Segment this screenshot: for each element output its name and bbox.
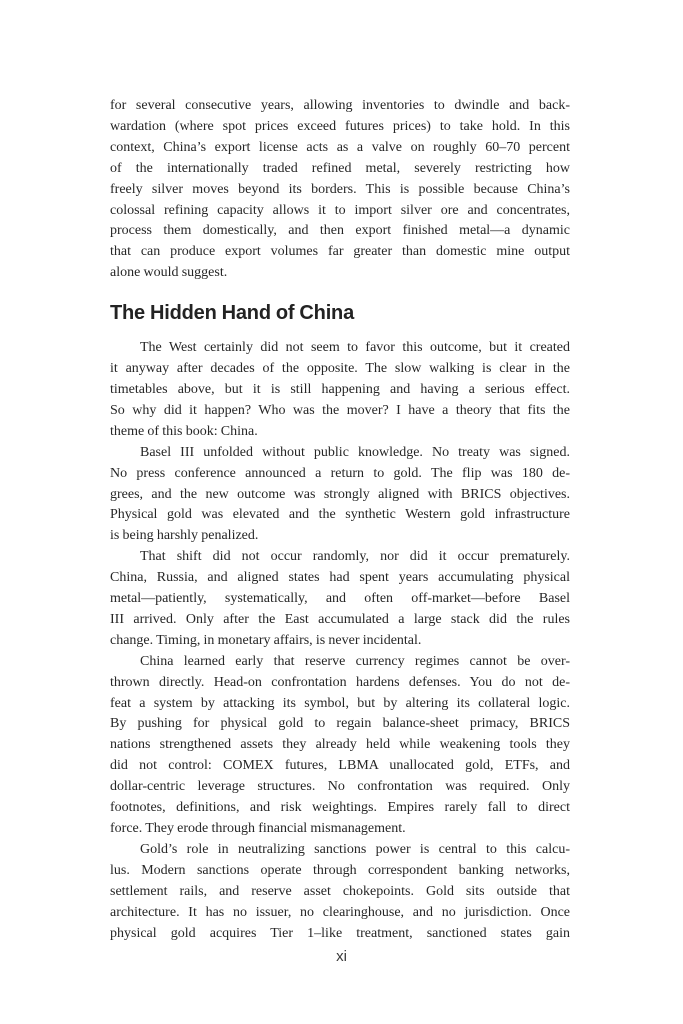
- text-line: architecture. It has no issuer, no clearinghouse, and no jurisdiction. Once: [110, 904, 570, 920]
- text-line: III arrived. Only after the East accumulated a large stack did the rules: [110, 611, 570, 627]
- page-number: xi: [336, 948, 347, 965]
- text-line: footnotes, definitions, and risk weightings. Empires rarely fall to direct: [110, 800, 570, 816]
- text-line: That shift did not occur randomly, nor did it occur prematurely.: [140, 549, 570, 565]
- text-line: China learned early that reserve currency regimes cannot be over-: [140, 653, 570, 669]
- text-line: is being harshly penalized.: [110, 528, 259, 544]
- text-line: feat a system by attacking its symbol, but by altering its collateral logic.: [110, 695, 570, 711]
- text-line: colossal refining capacity allows it to import silver ore and concentrates,: [110, 202, 570, 218]
- text-line: lus. Modern sanctions operate through correspondent banking networks,: [110, 862, 570, 878]
- text-line: that can produce export volumes far greater than domestic mine output: [110, 244, 570, 260]
- text-line: it anyway after decades of the opposite. The slow walking is clear in the: [110, 361, 570, 377]
- text-line: China, Russia, and aligned states had spent years accumulating physical: [110, 570, 570, 586]
- paragraph: [110, 547, 570, 652]
- paragraph: [110, 840, 570, 945]
- text-line: process them domestically, and then export finished metal—a dynamic: [110, 223, 570, 239]
- text-line: Physical gold was elevated and the synthetic Western gold infrastructure: [110, 507, 570, 523]
- text-line: nations strengthened assets they already held while weakening tools they: [110, 737, 570, 753]
- text-line: freely silver moves beyond its borders. This is possible because China’s: [110, 181, 570, 197]
- text-line: theme of this book: China.: [110, 423, 258, 439]
- text-line: So why did it happen? Who was the mover? I have a theory that fits the: [110, 402, 570, 418]
- text-line: No press conference announced a return to gold. The flip was 180 de-: [110, 465, 570, 481]
- page-content: [110, 96, 570, 944]
- paragraph: [110, 96, 570, 284]
- text-line: By pushing for physical gold to regain balance-sheet primacy, BRICS: [110, 716, 570, 732]
- text-line: Gold’s role in neutralizing sanctions power is central to this calcu-: [140, 841, 570, 857]
- paragraph: [110, 652, 570, 840]
- text-line: timetables above, but it is still happening and having a serious effect.: [110, 381, 570, 397]
- text-line: force. They erode through financial mismanagement.: [110, 821, 406, 836]
- paragraph: [110, 338, 570, 443]
- text-line: for several consecutive years, allowing inventories to dwindle and back-: [110, 98, 570, 113]
- page-footer: [0, 948, 683, 965]
- text-line: change. Timing, in monetary affairs, is never incidental.: [110, 632, 422, 648]
- section-heading: The Hidden Hand of China: [110, 302, 354, 325]
- text-line: dollar-centric leverage structures. No confrontation was required. Only: [110, 779, 570, 795]
- text-line: of the internationally traded refined metal, severely restricting how: [110, 160, 570, 176]
- text-line: thrown directly. Head-on confrontation hardens defenses. You do not de-: [110, 674, 570, 690]
- text-line: settlement rails, and reserve asset chokepoints. Gold sits outside that: [110, 883, 570, 899]
- paragraph: [110, 443, 570, 548]
- text-line: physical gold acquires Tier 1–like treatment, sanctioned states gain: [110, 925, 570, 941]
- text-line: grees, and the new outcome was strongly aligned with BRICS objectives.: [110, 486, 570, 502]
- text-line: The West certainly did not seem to favor this outcome, but it created: [140, 340, 570, 356]
- text-line: alone would suggest.: [110, 265, 228, 281]
- text-line: Basel III unfolded without public knowledge. No treaty was signed.: [140, 444, 570, 460]
- text-line: wardation (where spot prices exceed futures prices) to take hold. In this: [110, 118, 570, 134]
- text-line: did not control: COMEX futures, LBMA unallocated gold, ETFs, and: [110, 758, 570, 774]
- text-line: metal—patiently, systematically, and often off-market—before Basel: [110, 591, 570, 607]
- text-line: context, China’s export license acts as a valve on roughly 60–70 percent: [110, 139, 570, 155]
